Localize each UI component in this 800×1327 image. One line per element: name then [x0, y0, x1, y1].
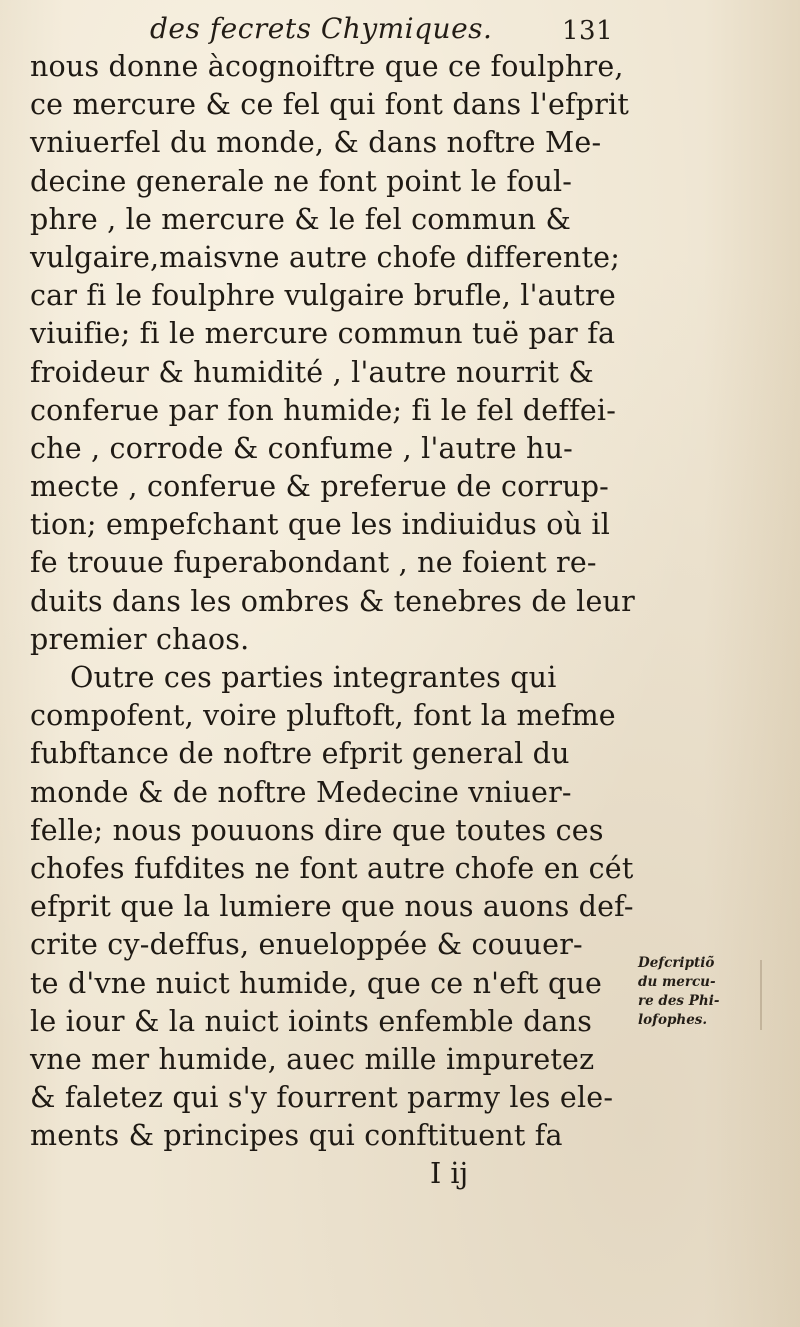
paragraph-start-line: Outre ces parties integrantes qui — [70, 661, 557, 694]
text-line: decine generale ne font point le foul- — [30, 164, 573, 198]
text-line: tion; empefchant que les indiuidus où il — [30, 508, 611, 542]
text-line: premier chaos. — [30, 622, 250, 656]
text-line: efprit que la lumiere que nous auons def- — [30, 890, 634, 924]
text-line: nous donne àcognoiftre que ce foulphre, — [30, 50, 624, 83]
running-title: des fecrets Chymiques. — [150, 12, 493, 45]
text-line: le iour & la nuict ioints enfemble dans — [30, 1004, 593, 1038]
marginal-note-line: lofophes. — [638, 1012, 708, 1028]
text-line: ments & principes qui conftituent fa — [30, 1119, 563, 1153]
signature-mark: I ij — [430, 1157, 469, 1191]
text-line: vne mer humide, auec mille impuretez — [30, 1042, 595, 1076]
text-line: te d'vne nuict humide, que ce n'eft que — [30, 966, 603, 1000]
text-line: ce mercure & ce fel qui font dans l'efprit — [30, 88, 629, 122]
page-number: 131 — [562, 16, 614, 46]
text-line: vulgaire,maisvne autre chofe differente; — [30, 240, 620, 274]
text-line: vniuerfel du monde, & dans noftre Me- — [30, 126, 602, 160]
text-line: & faletez qui s'y fourrent parmy les ele- — [30, 1081, 614, 1115]
text-line: che , corrode & confume , l'autre hu- — [30, 431, 573, 465]
text-line: compofent, voire pluftoft, font la mefme — [30, 699, 616, 733]
text-line: car fi le foulphre vulgaire brufle, l'autre — [30, 279, 616, 313]
text-line: froideur & humidité , l'autre nourrit & — [30, 355, 594, 389]
text-line: conferue par fon humide; fi le fel deffei- — [30, 393, 617, 427]
text-line: monde & de noftre Medecine vniuer- — [30, 775, 572, 809]
text-line: felle; nous pouuons dire que toutes ces — [30, 813, 604, 847]
running-head — [150, 12, 630, 48]
text-line: fubftance de noftre efprit general du — [30, 737, 570, 771]
text-line: chofes fufdites ne font autre chofe en cét — [30, 851, 634, 885]
marginal-note-line: Defcriptiõ — [638, 955, 715, 971]
text-line: viuifie; fi le mercure commun tuë par fa — [30, 317, 616, 351]
text-line: mecte , conferue & preferue de corrup- — [30, 470, 609, 504]
marginal-note-line: re des Phi- — [638, 993, 720, 1009]
text-line: duits dans les ombres & tenebres de leur — [30, 584, 635, 618]
marginal-note — [638, 954, 718, 1030]
text-line: fe trouue fuperabondant , ne foient re- — [30, 546, 597, 580]
marginal-note-line: du mercu- — [638, 974, 716, 990]
paper-crease — [760, 960, 762, 1030]
text-line: crite cy-deffus, enueloppée & couuer- — [30, 928, 583, 962]
text-line: phre , le mercure & le fel commun & — [30, 202, 572, 236]
body-text — [30, 48, 635, 1194]
